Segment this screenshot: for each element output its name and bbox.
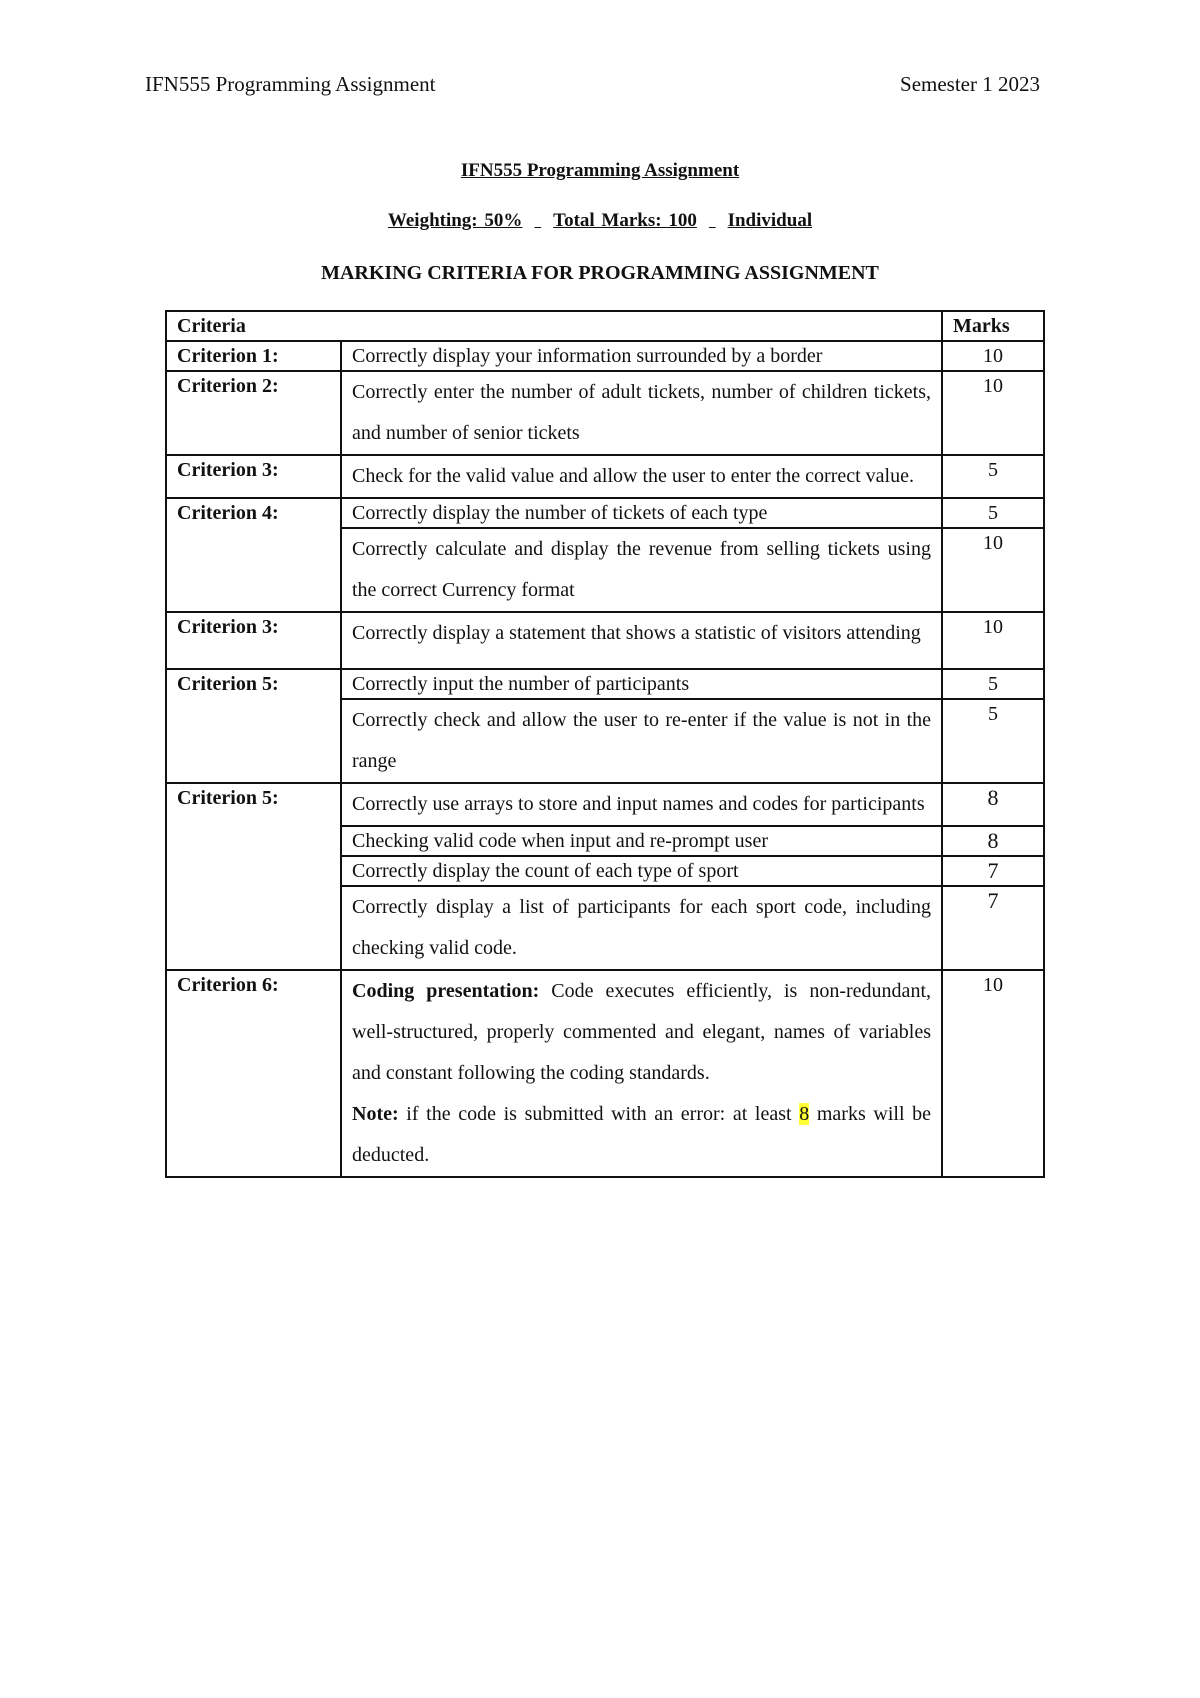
marking-criteria-table [165, 310, 1045, 1178]
criterion-marks: 5 [942, 455, 1044, 498]
criterion-label: Criterion 4: [166, 498, 341, 612]
criterion-marks: 8 [942, 783, 1044, 826]
criterion-description: Correctly input the number of participants [341, 669, 942, 699]
coding-presentation-text: Code executes efficiently, is non-redundant, well-structured, properly commented and elegant, names of variables and constant following the coding standards. [352, 980, 931, 1084]
criterion-description: Correctly calculate and display the revenue from selling tickets using the correct Currency format [341, 528, 942, 612]
criterion-description: Correctly use arrays to store and input names and codes for participants [341, 783, 942, 826]
criterion-marks: 5 [942, 669, 1044, 699]
marks-column-header: Marks [942, 311, 1044, 341]
table-row [166, 498, 1044, 528]
criterion-marks: 7 [942, 856, 1044, 886]
coding-presentation-label: Coding presentation: [352, 980, 540, 1002]
criterion-label: Criterion 3: [166, 612, 341, 669]
criterion-description: Correctly enter the number of adult tickets, number of children tickets, and number of senior tickets [341, 371, 942, 455]
criterion-description: Correctly display a statement that shows a statistic of visitors attending [341, 612, 942, 669]
criterion-description [341, 970, 942, 1177]
criterion-label: Criterion 3: [166, 455, 341, 498]
table-row [166, 371, 1044, 455]
criterion-marks: 7 [942, 886, 1044, 970]
criterion-label: Criterion 1: [166, 341, 341, 371]
table-row [166, 669, 1044, 699]
note-text-post: marks will be deducted. [352, 1103, 932, 1166]
total-marks-text: Total Marks: 100 [553, 210, 697, 231]
criterion-marks: 10 [942, 970, 1044, 1177]
table-row [166, 970, 1044, 1177]
criterion-marks: 10 [942, 341, 1044, 371]
criterion-marks: 5 [942, 699, 1044, 783]
criterion-description: Checking valid code when input and re-prompt user [341, 826, 942, 856]
criterion-description: Correctly display a list of participants for each sport code, including checking valid code. [341, 886, 942, 970]
criterion-label: Criterion 2: [166, 371, 341, 455]
criterion-description: Correctly check and allow the user to re-enter if the value is not in the range [341, 699, 942, 783]
note-highlight: 8 [799, 1103, 810, 1125]
criterion-marks: 10 [942, 612, 1044, 669]
assignment-info [0, 210, 1200, 232]
criterion-marks: 10 [942, 371, 1044, 455]
criterion-marks: 10 [942, 528, 1044, 612]
note-label: Note: [352, 1103, 399, 1125]
criterion-description: Correctly display the number of tickets of each type [341, 498, 942, 528]
criterion-label: Criterion 5: [166, 783, 341, 970]
table-header-row [166, 311, 1044, 341]
mode-text: Individual [727, 210, 813, 231]
criterion-description: Correctly display the count of each type of sport [341, 856, 942, 886]
criterion-label: Criterion 6: [166, 970, 341, 1177]
criterion-marks: 8 [942, 826, 1044, 856]
table-row [166, 612, 1044, 669]
weighting-text: Weighting: 50% [387, 210, 523, 231]
table-row [166, 341, 1044, 371]
criterion-label: Criterion 5: [166, 669, 341, 783]
document-title: IFN555 Programming Assignment [460, 160, 740, 181]
criterion-description: Check for the valid value and allow the user to enter the correct value. [341, 455, 942, 498]
table-row [166, 783, 1044, 826]
running-header-right: Semester 1 2023 [900, 72, 1040, 96]
note-text-pre: if the code is submitted with an error: at least [406, 1103, 792, 1125]
running-header-left: IFN555 Programming Assignment [145, 72, 436, 96]
section-heading: MARKING CRITERIA FOR PROGRAMMING ASSIGNMENT [321, 262, 879, 284]
table-row [166, 455, 1044, 498]
criteria-column-header: Criteria [166, 311, 942, 341]
criterion-description: Correctly display your information surrounded by a border [341, 341, 942, 371]
criterion-marks: 5 [942, 498, 1044, 528]
